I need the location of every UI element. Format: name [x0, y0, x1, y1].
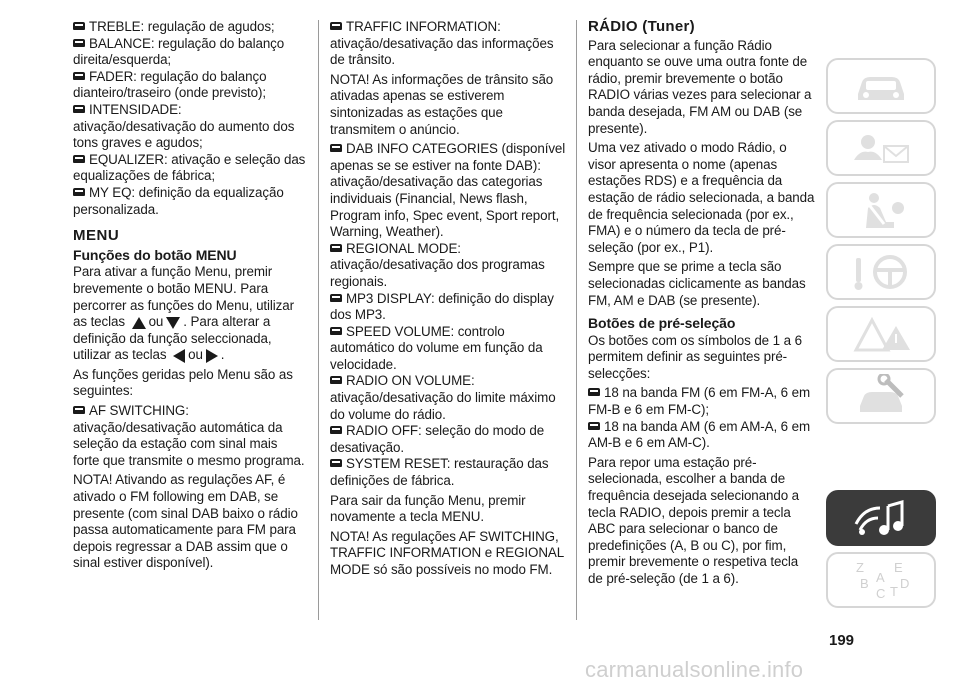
section-heading-menu: MENU [73, 227, 120, 245]
column-divider-2 [576, 20, 577, 620]
car-bullet-icon [73, 72, 85, 80]
steering-wheel-key-icon [846, 250, 916, 294]
list-item: EQUALIZER: ativação e seleção das equalizações de fábrica; [73, 151, 306, 184]
paragraph-presets: Os botões com os símbolos de 1 a 6 permitem definir as seguintes pré-selecções: [588, 332, 802, 381]
paragraph-note-traffic: NOTA! As informações de trânsito são ativadas apenas se estiverem sintonizadas as estações que transmitem o anúncio. [330, 71, 554, 137]
car-bullet-icon [330, 22, 342, 30]
car-bullet-icon [330, 426, 342, 434]
list-item: REGIONAL MODE: ativação/desativação dos programas regionais. [330, 240, 545, 289]
paragraph-exit-menu: Para sair da função Menu, premir novamente a tecla MENU. [330, 492, 526, 525]
tab-safety[interactable] [826, 182, 936, 238]
paragraph-radio-select: Para selecionar a função Rádio enquanto se ouve uma outra fonte de rádio, premir brevemente o botão RADIO várias vezes para selecionar a banda desejada, FM AM ou DAB (se presente). [588, 37, 812, 136]
arrow-up-icon [132, 317, 146, 329]
car-bullet-icon [588, 422, 600, 430]
column-1 [73, 19, 306, 575]
arrow-left-icon [173, 349, 185, 363]
tab-starting-driving[interactable] [826, 244, 936, 300]
list-item: BALANCE: regulação do balanço direita/esquerda; [73, 35, 285, 68]
tab-car-front[interactable] [826, 58, 936, 114]
alphabet-letter: T [890, 584, 898, 599]
alphabet-letter: B [860, 576, 869, 591]
car-bullet-icon [73, 22, 85, 30]
alphabet-letter: Z [856, 560, 864, 575]
media-music-icon [846, 496, 916, 540]
section-heading-radio: RÁDIO (Tuner) [588, 18, 695, 35]
arrow-right-icon [206, 349, 218, 363]
paragraph-radio-display: Uma vez ativado o modo Rádio, o visor apresenta o nome (apenas estações RDS) e a frequência da estação de rádio selecionada, a banda de frequência selecionada (por ex., FMA) e o número da tecla de pré-seleção (por ex., P1). [588, 140, 815, 255]
list-item: TRAFFIC INFORMATION: ativação/desativação das informações de trânsito. [330, 19, 554, 68]
paragraph-menu-usage: Para ativar a função Menu, premir brevemente o botão MENU. Para percorrer as funções do Menu, utilizar as teclas ou . Para alterar a definição da função seleccionada, utilizar as teclas ou . [73, 264, 294, 363]
list-item: TREBLE: regulação de agudos; [73, 19, 306, 36]
tab-maintenance[interactable] [826, 368, 936, 424]
tab-warning-lights[interactable] [826, 120, 936, 176]
car-front-icon [846, 64, 916, 108]
car-bullet-icon [330, 294, 342, 302]
car-bullet-icon [330, 327, 342, 335]
column-3 [588, 19, 816, 591]
page-number: 199 [829, 632, 855, 649]
column-2 [330, 19, 566, 582]
car-bullet-icon [73, 188, 85, 196]
arrow-down-icon [166, 317, 180, 329]
list-item: RADIO ON VOLUME: ativação/desativação do limite máximo do volume do rádio. [330, 373, 556, 422]
list-item: 18 na banda AM (6 em AM-A, 6 em AM-B e 6 em AM-C). [588, 418, 811, 451]
paragraph-preset-recall: Para repor uma estação pré-selecionada, escolher a banda de frequência desejada selecionando a tecla RADIO, depois premir a tecla ABC para selecionar o banco de predefinições (A, B ou C), por fim, premir brevemente o respetiva tecla de pré-seleção (de 1 a 6). [588, 454, 800, 586]
car-bullet-icon [73, 155, 85, 163]
warning-lights-message-icon [846, 126, 916, 170]
list-item: SPEED VOLUME: controlo automático do volume em função da velocidade. [330, 323, 543, 372]
alphabet-index-icon [846, 558, 916, 602]
car-bullet-icon [73, 105, 85, 113]
paragraph-radio-bands: Sempre que se prime a tecla são selecionadas ciclicamente as bandas FM, AM e DAB (se presente). [588, 259, 806, 308]
subheading-presets: Botões de pré-seleção [588, 315, 736, 332]
list-item: SYSTEM RESET: restauração das definições de fábrica. [330, 456, 549, 489]
car-bullet-icon [330, 144, 342, 152]
alphabet-letter: D [900, 576, 910, 591]
car-bullet-icon [588, 388, 600, 396]
list-item: AF SWITCHING: ativação/desativação automática da seleção da estação com sinal mais forte que transmite o mesmo programa. [73, 403, 305, 468]
tab-emergency[interactable] [826, 306, 936, 362]
car-bullet-icon [330, 376, 342, 384]
column-divider-1 [318, 20, 319, 620]
car-bullet-icon [330, 459, 342, 467]
watermark-text: carmanualsonline.info [585, 657, 804, 682]
alphabet-letter: E [894, 560, 903, 575]
list-item: RADIO OFF: seleção do modo de desativação. [330, 423, 545, 455]
tab-alphabetical-index[interactable] [826, 552, 936, 608]
car-bullet-icon [73, 406, 85, 414]
seatbelt-airbag-icon [846, 188, 916, 232]
alphabet-letter: A [876, 570, 885, 585]
tab-multimedia[interactable] [826, 490, 936, 546]
list-item: 18 na banda FM (6 em FM-A, 6 em FM-B e 6 em FM-C); [588, 385, 811, 418]
alphabet-letter: C [876, 586, 886, 601]
list-item: MY EQ: definição da equalização personalizada. [73, 184, 284, 217]
road-warning-icon [846, 312, 916, 356]
paragraph-note-fm: NOTA! As regulações AF SWITCHING, TRAFFIC INFORMATION e REGIONAL MODE só são possíveis no modo FM. [330, 528, 564, 577]
car-bullet-icon [73, 39, 85, 47]
paragraph-note-af: NOTA! Ativando as regulações AF, é ativado o FM following em DAB, se presente (com sinal DAB baixo o rádio passa automaticamente para FM para depois regressar a DAB assim que o sinal estiver disponível). [73, 472, 298, 571]
list-item: DAB INFO CATEGORIES (disponível apenas se se estiver na fonte DAB): ativação/desativação das categorias individuais (Financial, News flash, Program info, Spec event, Sport report, Warning, Weather). [330, 141, 566, 240]
list-item: INTENSIDADE: ativação/desativação do aumento dos tons graves e agudos; [73, 101, 295, 151]
list-item: MP3 DISPLAY: definição do display dos MP3. [330, 290, 554, 323]
list-item: FADER: regulação do balanço dianteiro/traseiro (onde previsto); [73, 68, 267, 101]
paragraph-menu-functions: As funções geridas pelo Menu são as seguintes: [73, 366, 293, 399]
car-bullet-icon [330, 244, 342, 252]
wrench-car-icon [846, 374, 916, 418]
subheading-menu-functions: Funções do botão MENU [73, 246, 237, 263]
